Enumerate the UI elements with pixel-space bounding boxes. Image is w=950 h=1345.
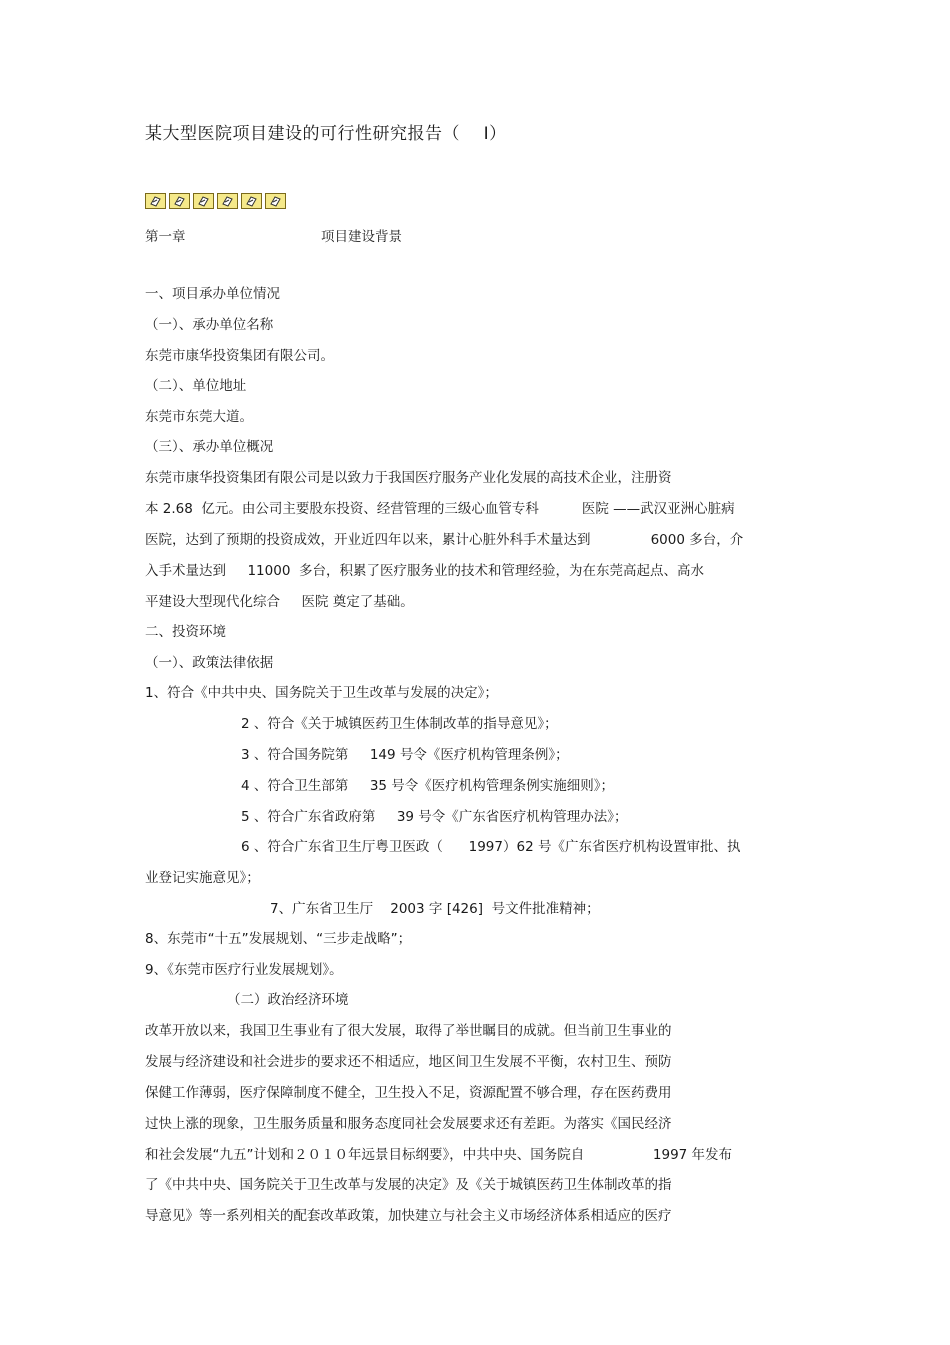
doc-icon (193, 193, 214, 209)
body-line: 和社会发展“九五”计划和２０１０年远景目标纲要》，中共中央、国务院自 1997 年发布 (145, 1147, 733, 1163)
body-line: 医院，达到了预期的投资成效，开业近四年以来，累计心脏外科手术量达到 6000 多台，介 (145, 532, 744, 548)
list-item: 4 、符合卫生部第 35 号令《医疗机构管理条例实施细则》； (241, 778, 615, 794)
heading-1: 一、项目承办单位情况 (145, 286, 280, 302)
body-line: 导意见》等一系列相关的配套改革政策，加快建立与社会主义市场经济体系相适应的医疗 (145, 1208, 672, 1224)
body-line: 了《中共中央、国务院关于卫生改革与发展的决定》及《关于城镇医药卫生体制改革的指 (145, 1177, 672, 1193)
body-line: 过快上涨的现象，卫生服务质量和服务态度同社会发展要求还有差距。为落实《国民经济 (145, 1116, 672, 1132)
body-line: 改革开放以来，我国卫生事业有了很大发展，取得了举世瞩目的成就。但当前卫生事业的 (145, 1023, 672, 1039)
subheading: （二）政治经济环境 (227, 992, 349, 1008)
doc-icon (169, 193, 190, 209)
icon-row (145, 193, 289, 211)
list-item-continuation: 业登记实施意见》； (145, 870, 260, 886)
subheading: （一）、政策法律依据 (145, 655, 274, 671)
list-item: 7、广东省卫生厅 2003 字 [426] 号文件批准精神； (270, 901, 600, 917)
heading-2: 二、投资环境 (145, 624, 226, 640)
body-line: 平建设大型现代化综合 医院 奠定了基础。 (145, 594, 414, 610)
body-line: 入手术量达到 11000 多台，积累了医疗服务业的技术和管理经验，为在东莞高起点、高水 (145, 563, 704, 579)
list-item: 5 、符合广东省政府第 39 号令《广东省医疗机构管理办法》； (241, 809, 628, 825)
doc-icon (241, 193, 262, 209)
list-item: 3 、符合国务院第 149 号令《医疗机构管理条例》； (241, 747, 569, 763)
subheading: （二）、单位地址 (145, 378, 247, 394)
doc-icon (217, 193, 238, 209)
body-line: 东莞市康华投资集团有限公司。 (145, 348, 334, 364)
list-item: 6 、符合广东省卫生厅粤卫医政（ 1997）62 号《广东省医疗机构设置审批、执 (241, 839, 741, 855)
body-line: 东莞市东莞大道。 (145, 409, 253, 425)
list-item: 2 、符合《关于城镇医药卫生体制改革的指导意见》； (241, 716, 558, 732)
list-item: 8、东莞市“十五”发展规划、“三步走战略”； (145, 931, 412, 947)
chapter-title: 项目建设背景 (321, 229, 402, 245)
body-line: 本 2.68 亿元。由公司主要股东投资、经营管理的三级心血管专科 医院 ——武汉亚洲心脏病 (145, 501, 735, 517)
list-item: 1、符合《中共中央、国务院关于卫生改革与发展的决定》； (145, 685, 498, 701)
body-line: 发展与经济建设和社会进步的要求还不相适应，地区间卫生发展不平衡，农村卫生、预防 (145, 1054, 672, 1070)
subheading: （一）、承办单位名称 (145, 317, 274, 333)
document-title: 某大型医院项目建设的可行性研究报告（ I） (145, 124, 507, 144)
doc-icon (145, 193, 166, 209)
body-line: 东莞市康华投资集团有限公司是以致力于我国医疗服务产业化发展的高技术企业，注册资 (145, 470, 672, 486)
body-line: 保健工作薄弱，医疗保障制度不健全，卫生投入不足，资源配置不够合理，存在医药费用 (145, 1085, 672, 1101)
subheading: （三）、承办单位概况 (145, 439, 274, 455)
doc-icon (265, 193, 286, 209)
chapter-label: 第一章 (145, 229, 186, 245)
list-item: 9、《东莞市医疗行业发展规划》。 (145, 962, 343, 978)
